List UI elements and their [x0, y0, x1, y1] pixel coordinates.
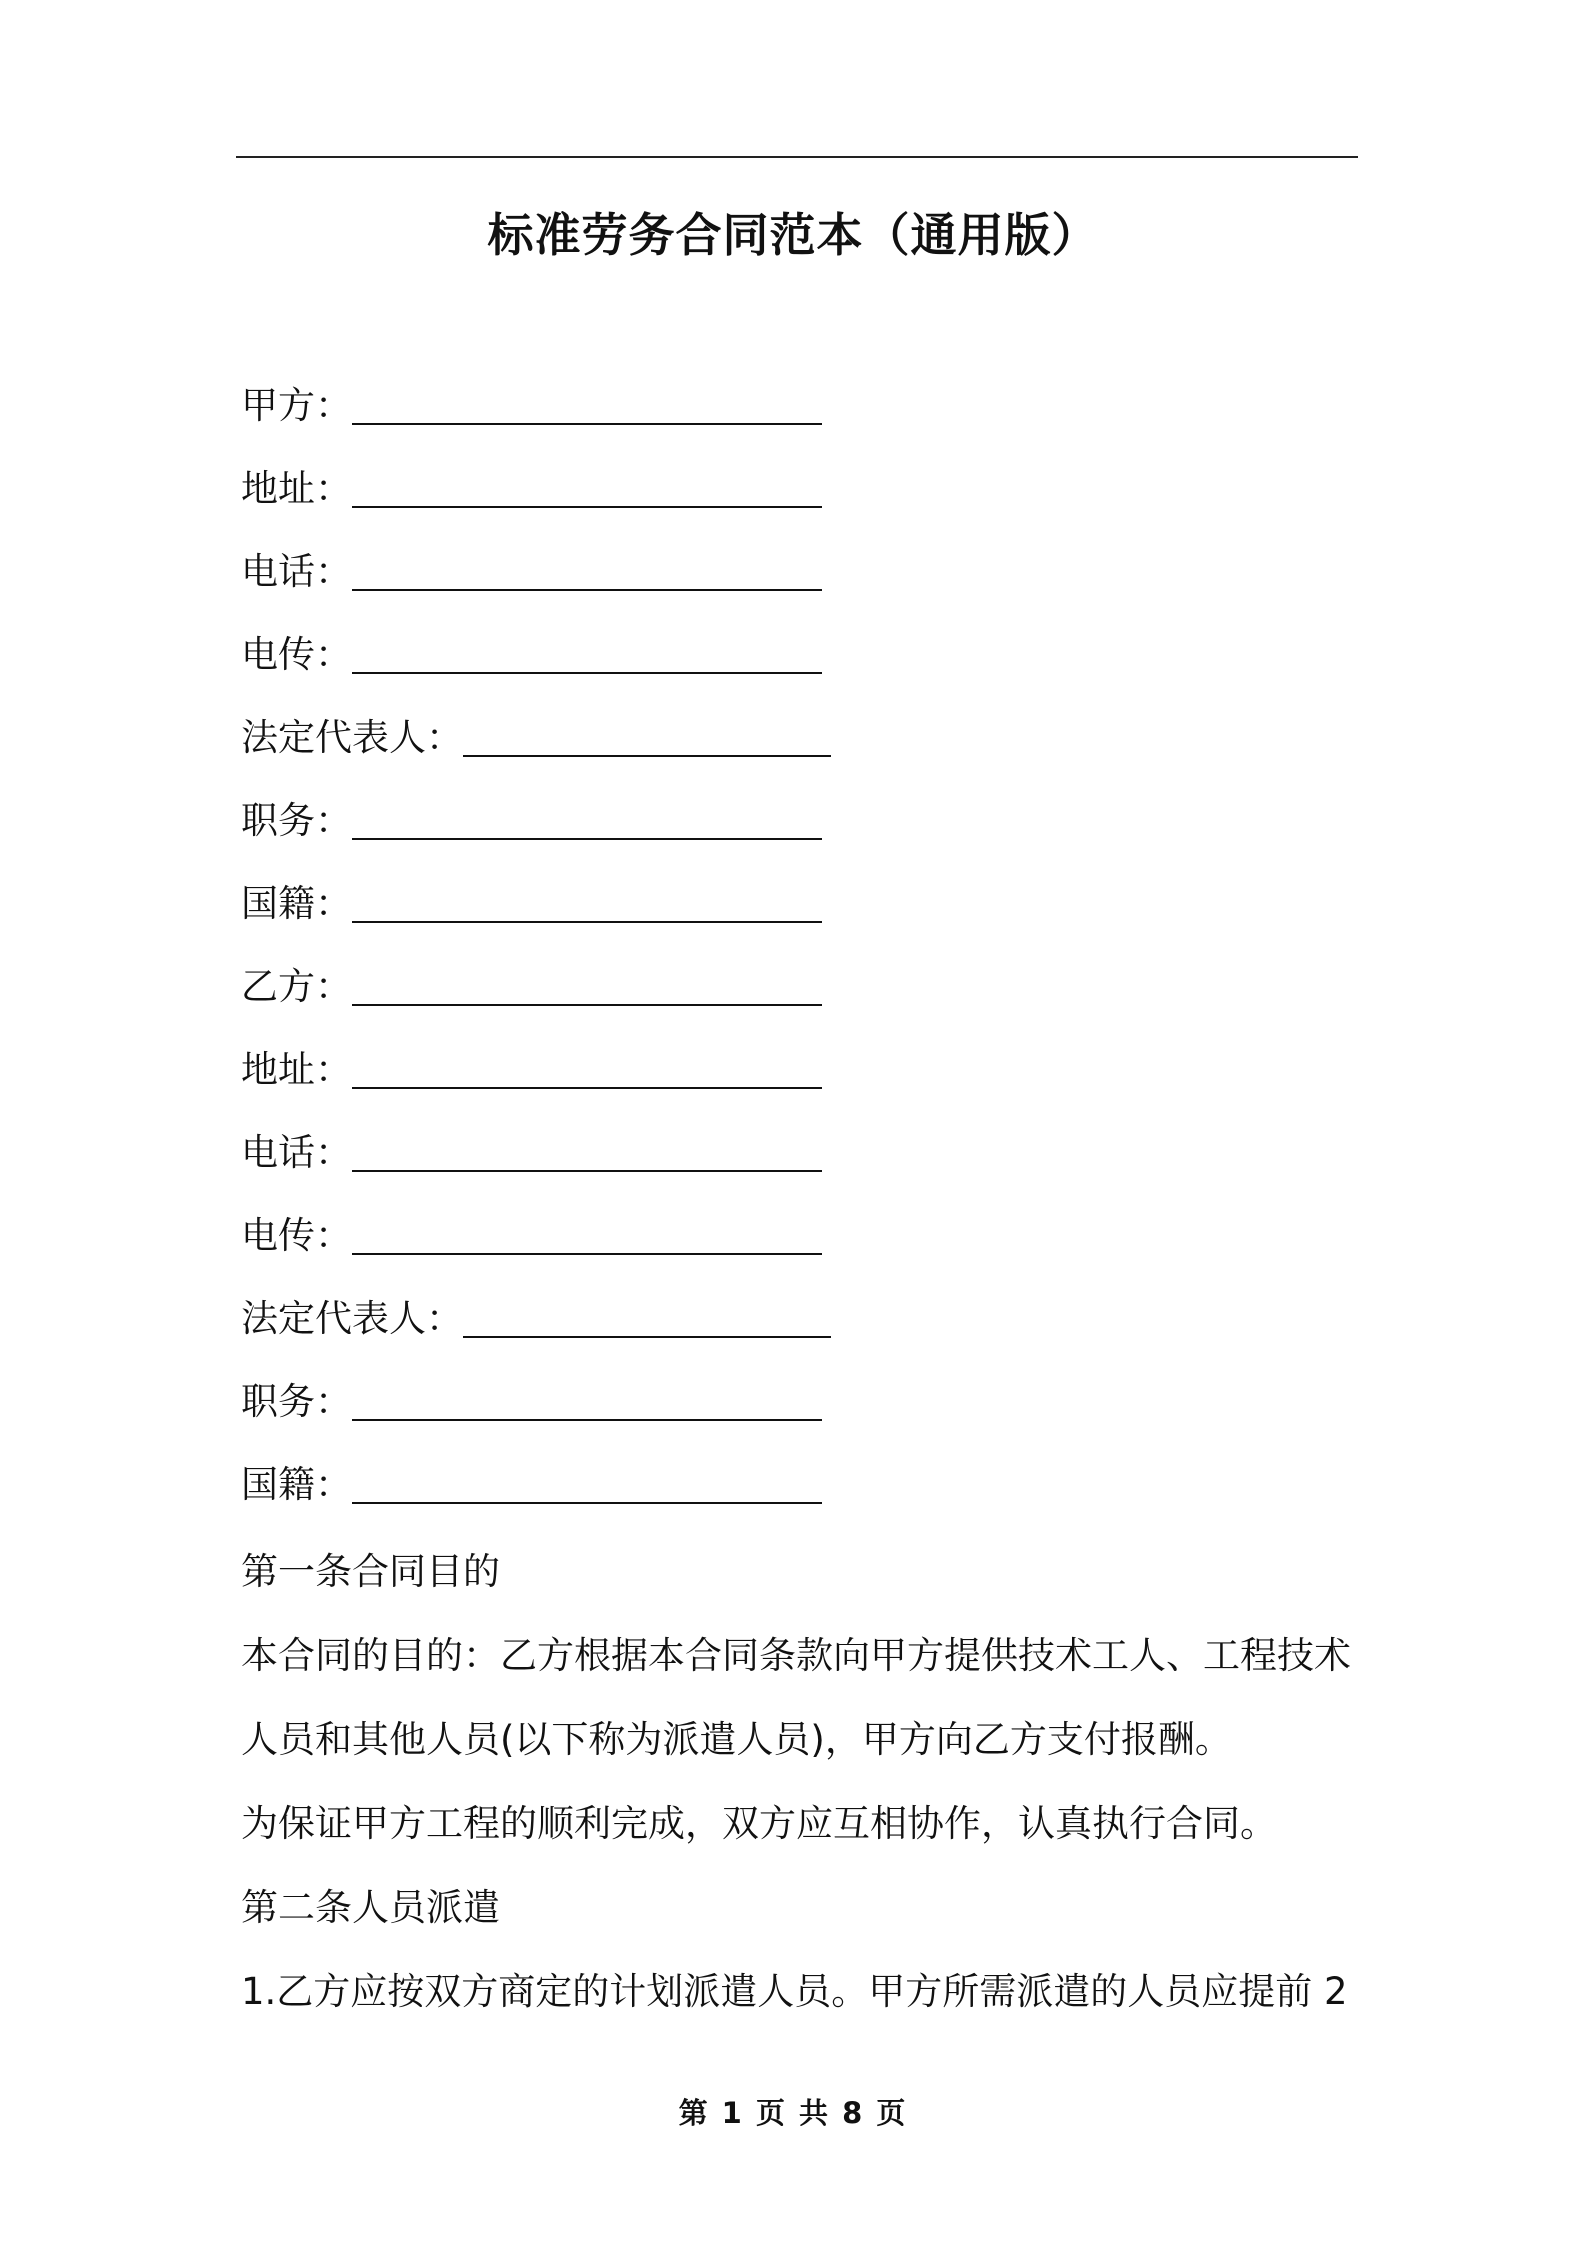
party-a-phone-field — [241, 544, 822, 600]
field-label: 电话： — [241, 550, 352, 593]
field-label: 地址： — [241, 1048, 352, 1091]
field-label: 职务： — [241, 1380, 352, 1423]
party-b-address-field — [241, 1042, 822, 1098]
party-a-name-blank[interactable] — [352, 422, 822, 425]
party-b-nationality-blank[interactable] — [352, 1501, 822, 1504]
field-label: 甲方： — [241, 384, 352, 427]
field-label: 法定代表人： — [241, 1297, 463, 1340]
party-a-legal-rep-field — [241, 710, 831, 766]
party-b-position-field — [241, 1374, 822, 1430]
party-b-telex-blank[interactable] — [352, 1252, 822, 1255]
party-a-phone-blank[interactable] — [352, 588, 822, 591]
party-b-name-field — [241, 959, 822, 1015]
field-label: 电话： — [241, 1131, 352, 1174]
article-1-paragraph-line: 人员和其他人员(以下称为派遣人员)，甲方向乙方支付报酬。 — [241, 1718, 1232, 1761]
party-b-telex-field — [241, 1208, 822, 1264]
party-b-phone-blank[interactable] — [352, 1169, 822, 1172]
party-a-telex-field — [241, 627, 822, 683]
article-2-clause-1: 1.乙方应按双方商定的计划派遣人员。甲方所需派遣的人员应提前 2 — [241, 1970, 1348, 2013]
party-a-address-blank[interactable] — [352, 505, 822, 508]
field-label: 地址： — [241, 467, 352, 510]
header-rule — [236, 156, 1358, 158]
party-b-phone-field — [241, 1125, 822, 1181]
party-a-legal-rep-blank[interactable] — [463, 754, 831, 757]
party-b-legal-rep-field — [241, 1291, 831, 1347]
party-a-name-field — [241, 378, 822, 434]
field-label: 国籍： — [241, 882, 352, 925]
party-b-name-blank[interactable] — [352, 1003, 822, 1006]
field-label: 乙方： — [241, 965, 352, 1008]
field-label: 电传： — [241, 1214, 352, 1257]
party-b-nationality-field — [241, 1457, 822, 1513]
field-label: 职务： — [241, 799, 352, 842]
party-a-nationality-field — [241, 876, 822, 932]
party-b-position-blank[interactable] — [352, 1418, 822, 1421]
page-indicator: 第 1 页 共 8 页 — [678, 2096, 908, 2130]
article-2-heading: 第二条人员派遣 — [241, 1886, 500, 1929]
party-b-address-blank[interactable] — [352, 1086, 822, 1089]
article-1-paragraph: 为保证甲方工程的顺利完成，双方应互相协作，认真执行合同。 — [241, 1802, 1277, 1845]
article-1-heading: 第一条合同目的 — [241, 1550, 500, 1593]
field-label: 电传： — [241, 633, 352, 676]
document-title: 标准劳务合同范本（通用版） — [487, 208, 1099, 262]
field-label: 国籍： — [241, 1463, 352, 1506]
party-a-telex-blank[interactable] — [352, 671, 822, 674]
field-label: 法定代表人： — [241, 716, 463, 759]
party-a-address-field — [241, 461, 822, 517]
article-1-paragraph-line: 本合同的目的：乙方根据本合同条款向甲方提供技术工人、工程技术 — [241, 1634, 1351, 1677]
party-b-legal-rep-blank[interactable] — [463, 1335, 831, 1338]
party-a-nationality-blank[interactable] — [352, 920, 822, 923]
party-a-position-blank[interactable] — [352, 837, 822, 840]
party-a-position-field — [241, 793, 822, 849]
